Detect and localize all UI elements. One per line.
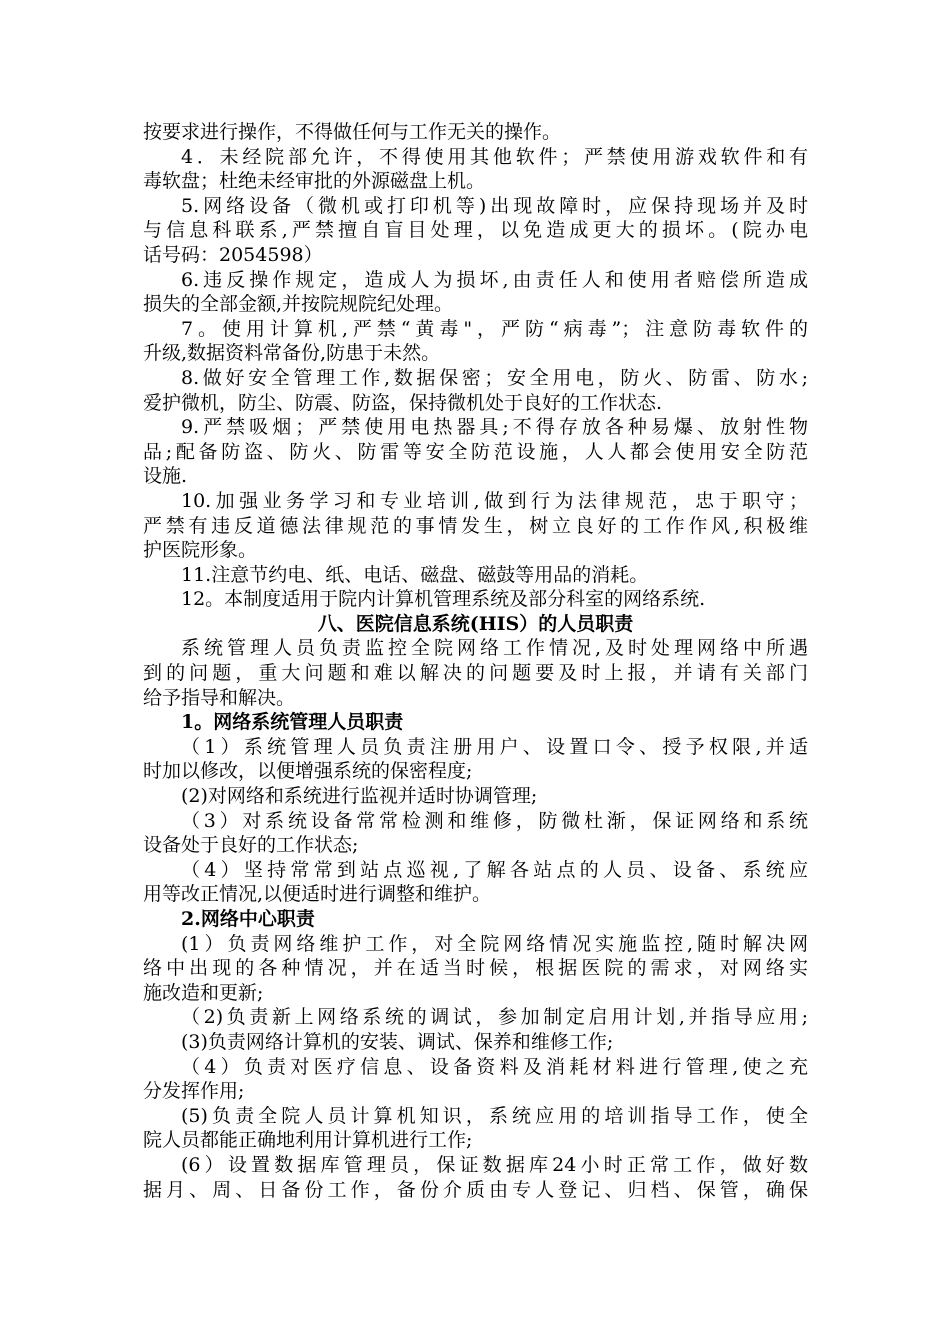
text-line: (5)负责全院人员计算机知识，系统应用的培训指导工作，使全 (181, 1104, 808, 1127)
text-line: 7。使用计算机,严禁“黄毒"，严防“病毒”；注意防毒软件的 (181, 317, 808, 340)
text-line: 品;配备防盗、防火、防雷等安全防范设施，人人都会使用安全防范 (143, 440, 808, 463)
text-line: （4）负责对医疗信息、设备资料及消耗材料进行管理,使之充 (181, 1055, 808, 1078)
text-line: 升级,数据资料常备份,防患于未然。 (143, 342, 441, 365)
text-line: (3)负责网络计算机的安装、调试、保养和维修工作; (181, 1030, 614, 1053)
text-line: 2.网络中心职责 (181, 908, 315, 930)
text-line: （4）坚持常常到站点巡视,了解各站点的人员、设备、系统应 (181, 858, 808, 881)
text-line: 系统管理人员负责监控全院网络工作情况,及时处理网络中所遇 (181, 637, 808, 660)
text-line: 分发挥作用; (143, 1080, 245, 1103)
text-line: 设施. (143, 465, 188, 488)
text-line: 11.注意节约电、纸、电话、磁盘、磁鼓等用品的消耗。 (181, 563, 649, 586)
text-line: 按要求进行操作，不得做任何与工作无关的操作。 (143, 121, 562, 143)
text-line: 给予指导和解决。 (143, 686, 296, 709)
text-line: 1。网络系统管理人员职责 (181, 711, 404, 734)
text-line: (2)对网络和系统进行监视并适时协调管理; (181, 785, 538, 808)
text-line: 毒软盘；杜绝未经审批的外源磁盘上机。 (143, 170, 486, 193)
text-line: 5.网络设备（微机或打印机等)出现故障时，应保持现场并及时 (181, 194, 808, 217)
text-line: 到的问题，重大问题和难以解决的问题要及时上报，并请有关部门 (143, 662, 808, 685)
text-line: (1）负责网络维护工作，对全院网络情况实施监控,随时解决网 (181, 932, 808, 955)
text-line: 爱护微机，防尘、防震、防盗，保持微机处于良好的工作状态. (143, 391, 663, 414)
text-line: 据月、周、日备份工作，备份介质由专人登记、归档、保管，确保 (143, 1178, 808, 1201)
text-line: 八、医院信息系统(HIS）的人员职责 (317, 612, 634, 635)
text-line: 设备处于良好的工作状态; (143, 834, 359, 857)
text-line: (6）设置数据库管理员，保证数据库24小时正常工作，做好数 (181, 1153, 808, 1176)
text-line: 话号码：2054598） (143, 243, 323, 266)
text-line: 12。本制度适用于院内计算机管理系统及部分科室的网络系统. (181, 588, 706, 611)
text-line: 施改造和更新; (143, 981, 264, 1004)
text-line: （3）对系统设备常常检测和维修，防微杜渐，保证网络和系统 (181, 809, 808, 832)
text-line: 9.严禁吸烟；严禁使用电热器具;不得存放各种易爆、放射性物 (181, 416, 808, 439)
text-line: 严禁有违反道德法律规范的事情发生，树立良好的工作作风,积极维 (143, 514, 808, 537)
text-line: 护医院形象。 (143, 539, 258, 562)
text-line: 时加以修改，以便增强系统的保密程度; (143, 760, 473, 783)
text-line: 院人员都能正确地利用计算机进行工作; (143, 1129, 473, 1152)
text-line: 6.违反操作规定，造成人为损坏,由责任人和使用者赔偿所造成 (181, 268, 808, 291)
text-line: 8.做好安全管理工作,数据保密；安全用电，防火、防雷、防水; (181, 366, 808, 389)
text-line: （1）系统管理人员负责注册用户、设置口令、授予权限,并适 (181, 735, 808, 758)
text-line: 损失的全部金额,并按院规院纪处理。 (143, 293, 454, 316)
document-page (143, 120, 808, 1202)
text-line: 络中出现的各种情况，并在适当时候，根据医院的需求，对网络实 (143, 957, 808, 980)
text-line: （2)负责新上网络系统的调试，参加制定启用计划,并指导应用; (181, 1006, 808, 1029)
text-line: 10.加强业务学习和专业培训,做到行为法律规范，忠于职守； (181, 489, 808, 512)
text-line: 4．未经院部允许，不得使用其他软件；严禁使用游戏软件和有 (181, 145, 808, 168)
text-line: 用等改正情况,以便适时进行调整和维护。 (143, 883, 492, 906)
text-line: 与信息科联系,严禁擅自盲目处理，以免造成更大的损坏。(院办电 (143, 219, 808, 242)
